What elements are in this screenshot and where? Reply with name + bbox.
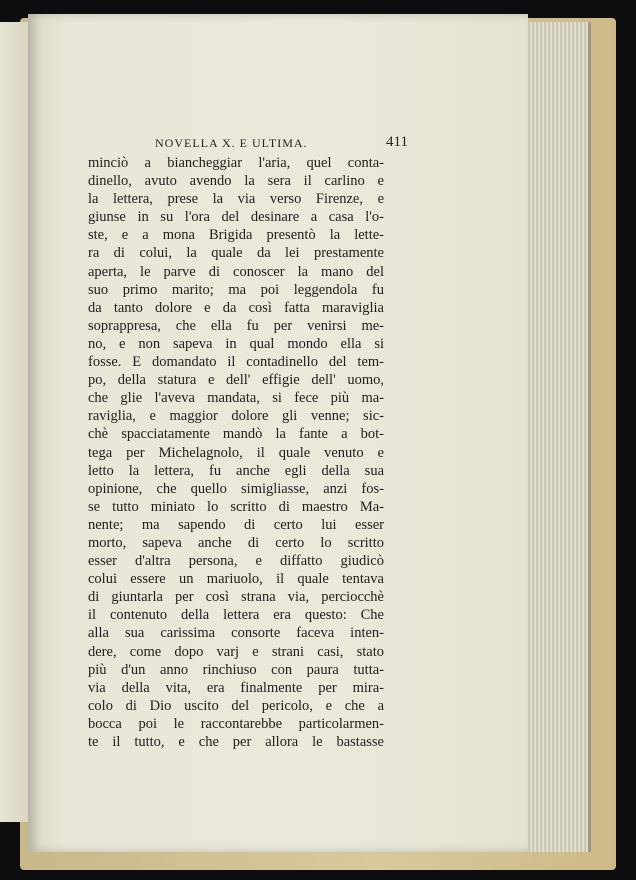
page-header (123, 135, 408, 155)
text-line: te il tutto, e che per allora le bastasse (88, 734, 384, 750)
facing-page-edge (0, 22, 30, 822)
text-line: di giuntarla per così strana via, perciocchè (88, 589, 384, 606)
text-line: via della vita, era finalmente per mira- (88, 679, 384, 696)
text-line: tega per Michelagnolo, il quale venuto e (88, 444, 384, 461)
text-line: colui essere un mariuolo, il quale tentava (88, 571, 384, 588)
text-line: colo di Dio uscito del pericolo, e che a (88, 697, 384, 714)
book-page (28, 14, 528, 852)
text-line: ra di colui, la quale da lei prestamente (88, 245, 384, 262)
text-line: no, e non sapeva in qual mondo ella si (88, 335, 384, 352)
text-line: raviglia, e maggior dolore gli venne; sic- (88, 408, 384, 425)
text-line: nente; ma sapendo di certo lui esser (88, 516, 384, 533)
text-line: il contenuto della lettera era questo: Che (88, 607, 384, 624)
text-line: bocca poi le raccontarebbe particolarmen- (88, 715, 384, 732)
text-line: opinione, che quello simigliasse, anzi fos- (88, 480, 384, 497)
text-line: se tutto miniato lo scritto di maestro Ma- (88, 498, 384, 515)
page-number: 411 (386, 134, 408, 150)
text-line: giunse in su l'ora del desinare a casa l'o- (88, 209, 384, 226)
text-line: alla sua carissima consorte faceva inten- (88, 625, 384, 642)
text-line: morto, sapeva anche di certo lo scritto (88, 534, 384, 551)
text-line: suo primo marito; ma poi leggendola fu (88, 281, 384, 298)
text-line: la lettera, prese la via verso Firenze, e (88, 191, 384, 208)
text-line: po, della statura e dell' effigie dell' uomo, (88, 372, 384, 389)
text-line: aperta, le parve di conoscer la mano del (88, 263, 384, 280)
text-line: dinello, avuto avendo la sera il carlino e (88, 173, 384, 190)
text-line: chè spacciatamente mandò la fante a bot- (88, 426, 384, 443)
text-line: più d'un anno rinchiuso con paura tutta- (88, 661, 384, 678)
text-line: minciò a biancheggiar l'aria, quel conta- (88, 155, 384, 171)
page-stack-edges (522, 22, 591, 852)
text-line: soprappresa, che ella fu per venirsi me- (88, 317, 384, 334)
text-line: fosse. E domandato il contadinello del tem- (88, 354, 384, 371)
text-line: esser d'altra persona, e diffatto giudicò (88, 553, 384, 570)
text-body (88, 154, 384, 751)
text-line: letto la lettera, fu anche egli della sua (88, 462, 384, 479)
text-line: che glie l'aveva mandata, si fece più ma- (88, 390, 384, 407)
text-line: da tanto dolore e da così fatta maraviglia (88, 299, 384, 316)
text-line: ste, e a mona Brigida presentò la lette- (88, 227, 384, 244)
text-line: dere, come dopo varj e strani casi, stato (88, 643, 384, 660)
running-head: NOVELLA X. E ULTIMA. (155, 136, 308, 150)
